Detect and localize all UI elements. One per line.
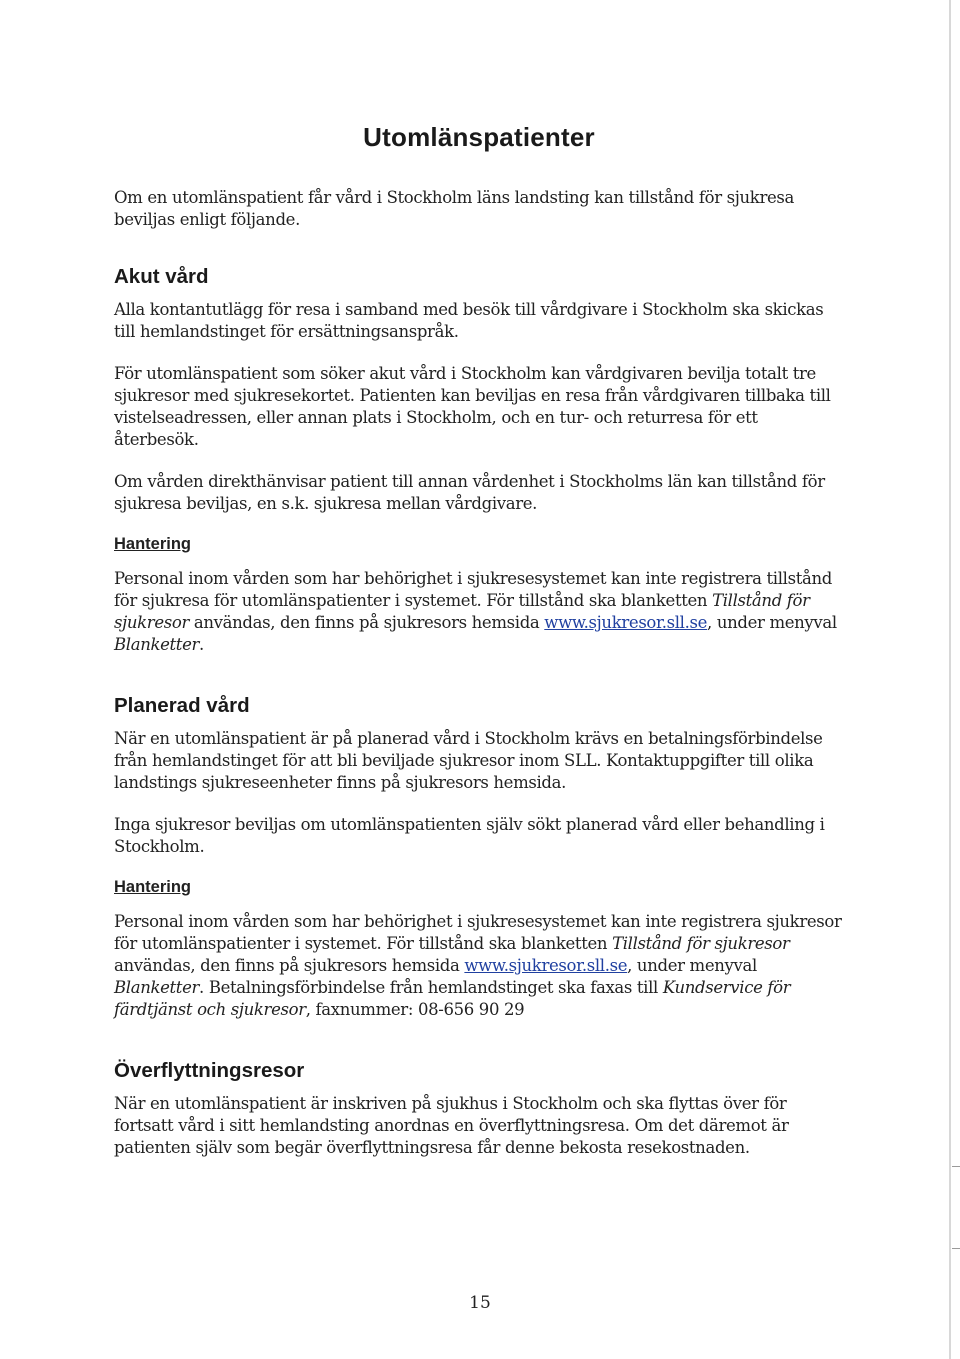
- website-link[interactable]: www.sjukresor.sll.se: [464, 956, 628, 975]
- subheading-hantering: Hantering: [114, 535, 192, 553]
- akut-paragraph-1: Alla kontantutlägg för resa i samband med besök till vårdgivare i Stockholm ska skickas till hemlandstinget för ersättningsanspråk.: [114, 300, 824, 341]
- planerad-paragraph-1: När en utomlänspatient är på planerad vård i Stockholm krävs en betalningsförbindelse från hemlandstinget för att bli beviljade sjukresor inom SLL. Kontaktuppgifter till olika landstings sjukreseenheter finns på sjukresors hemsida.: [114, 729, 823, 792]
- section-heading-akut-vard: Akut vård: [114, 265, 209, 288]
- subheading-hantering: Hantering: [114, 878, 192, 896]
- planerad-hantering-paragraph: [114, 911, 844, 1021]
- section-planerad-vard: [114, 694, 844, 1021]
- text-run: , faxnummer: 08-656 90 29: [305, 1000, 525, 1019]
- page-number: 15: [469, 1293, 491, 1313]
- akut-paragraph-2: För utomlänspatient som söker akut vård i Stockholm kan vårdgivaren bevilja totalt tre sjukresor med sjukresekortet. Patienten kan beviljas en resa från vårdgivaren tillbaka till vistelseadressen, eller annan plats i Stockholm, och en tur- och returresa för ett återbesök.: [114, 364, 831, 449]
- kundservice-name: Kundservice för färdtjänst och sjukresor: [114, 978, 791, 1019]
- text-run: Personal inom vården som har behörighet i sjukresesystemet kan inte registrera tillstånd för sjukresa för utomlänspatienter i systemet. För tillstånd ska blanketten: [114, 569, 832, 610]
- intro-paragraph: Om en utomlänspatient får vård i Stockholm läns landsting kan tillstånd för sjukresa beviljas enligt följande.: [114, 188, 795, 229]
- text-run: . Betalningsförbindelse från hemlandstinget ska faxas till: [199, 978, 663, 997]
- planerad-paragraph-2: Inga sjukresor beviljas om utomlänspatienten själv sökt planerad vård eller behandling i Stockholm.: [114, 815, 825, 856]
- section-heading-planerad-vard: Planerad vård: [114, 694, 250, 717]
- akut-hantering-paragraph: [114, 568, 844, 656]
- section-heading-overflyttningsresor: Överflyttningsresor: [114, 1059, 305, 1082]
- menu-name: Blanketter: [114, 635, 200, 654]
- page-title: Utomlänspatienter: [363, 122, 595, 152]
- section-overflyttningsresor: [114, 1059, 844, 1159]
- form-name: Tillstånd för sjukresor: [114, 591, 810, 632]
- text-run: Personal inom vården som har behörighet i sjukresesystemet kan inte registrera sjukresor för utomlänspatienter i systemet. För tillstånd ska blanketten: [114, 912, 842, 953]
- scan-edge-tick: [952, 1166, 960, 1167]
- menu-name: Blanketter: [114, 978, 200, 997]
- scan-edge-tick: [952, 1248, 960, 1249]
- section-akut-vard: [114, 265, 844, 656]
- document-page: [114, 122, 844, 1179]
- scan-edge-line: [949, 0, 951, 1359]
- text-run: användas, den finns på sjukresors hemsida: [114, 956, 465, 975]
- overflyttning-paragraph: När en utomlänspatient är inskriven på sjukhus i Stockholm och ska flyttas över för fortsatt vård i sitt hemlandsting anordnas en överflyttningsresa. Om det däremot är patienten själv som begär överflyttningsresa får denne bekosta resekostnaden.: [114, 1094, 789, 1157]
- akut-paragraph-3: Om vården direkthänvisar patient till annan vårdenhet i Stockholms län kan tillstånd för sjukresa beviljas, en s.k. sjukresa mellan vårdgivare.: [114, 472, 825, 513]
- text-run: användas, den finns på sjukresors hemsida: [189, 613, 545, 632]
- text-run: .: [199, 635, 204, 654]
- text-run: , under menyval: [627, 956, 757, 975]
- website-link[interactable]: www.sjukresor.sll.se: [544, 613, 708, 632]
- text-run: , under menyval: [707, 613, 837, 632]
- form-name: Tillstånd för sjukresor: [612, 934, 790, 953]
